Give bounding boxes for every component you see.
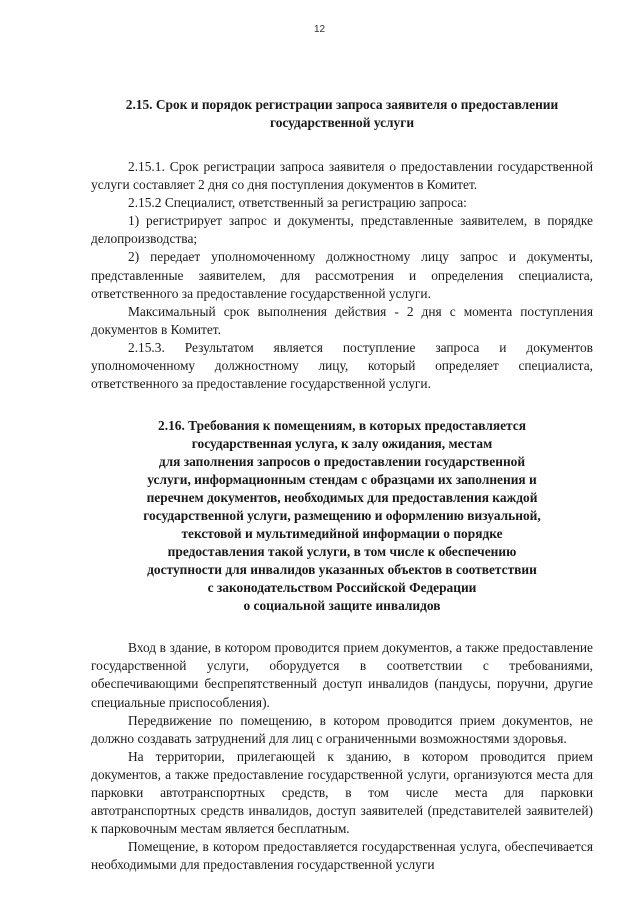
paragraph-max-term: Максимальный срок выполнения действия - 2 дня с момента поступления документов в Комитет. (91, 303, 593, 337)
heading-line: доступности для инвалидов указанных объектов в соответствии (147, 562, 537, 578)
heading-line: предоставления такой услуги, в том числе к обеспечению (167, 544, 517, 560)
paragraph-premises: Помещение, в котором предоставляется государственная услуга, обеспечивается необходимыми для предоставления государственной услуги (91, 839, 593, 873)
heading-line: государственная услуга, к залу ожидания, местам (191, 436, 493, 452)
section-heading-2-16 (91, 417, 593, 615)
paragraph-2-15-2: 2.15.2 Специалист, ответственный за регистрацию запроса: (128, 195, 467, 211)
heading-line: 2.15. Срок и порядок регистрации запроса заявителя о предоставлении (125, 97, 559, 112)
paragraph-movement: Передвижение по помещению, в котором проводится прием документов, не должно создавать затруднений для лиц с ограниченными возможностями здоровья. (91, 712, 593, 746)
heading-line: услуги, информационным стендам с образцами их заполнения и (147, 472, 537, 488)
heading-line: для заполнения запросов о предоставлении государственной (158, 454, 526, 470)
heading-line: о социальной защите инвалидов (243, 598, 441, 614)
heading-line: с законодательством Российской Федерации (207, 580, 477, 596)
paragraph-2-15-3: 2.15.3. Результатом является поступление запроса и документов уполномоченному должностному лицу, который определяет специалиста, ответственного за предоставление государственной услуги. (91, 339, 593, 392)
paragraph-2-15-1: 2.15.1. Срок регистрации запроса заявителя о предоставлении государственной услуги составляет 2 дня со дня поступления документов в Комитет. (91, 159, 593, 193)
paragraph-list-item-2: 2) передает уполномоченному должностному лицу запрос и документы, представленные заявителем, для рассмотрения и определения специалиста, ответственного за предоставление государственной услуги. (91, 249, 593, 301)
heading-line: государственной услуги (269, 115, 415, 130)
heading-line: государственной услуги, размещению и оформлению визуальной, (143, 508, 541, 524)
page-number: 12 (313, 24, 326, 35)
section-heading-2-15 (91, 96, 593, 132)
heading-line: текстовой и мультимедийной информации о порядке (181, 526, 503, 542)
paragraph-entrance: Вход в здание, в котором проводится прием документов, а также предоставление государственной услуги, оборудуется в соответствии с требованиями, обеспечивающими беспрепятственный доступ инвалидов (пандусы, поручни, другие специальные приспособления). (91, 640, 593, 710)
heading-line: 2.16. Требования к помещениям, в которых предоставляется (158, 418, 526, 434)
paragraph-parking: На территории, прилегающей к зданию, в котором проводится прием документов, а также предоставление государственной услуги, организуются места для парковки автотранспортных средств, в том числе места для парковки автотранспортных средств инвалидов, доступ заявителей (представителей заявителей) к парковочным местам является бесплатным. (91, 748, 593, 837)
paragraph-list-item-1: 1) регистрирует запрос и документы, представленные заявителем, в порядке делопроизводства; (91, 213, 593, 247)
heading-line: перечнем документов, необходимых для предоставления каждой (146, 490, 538, 506)
document-body (91, 96, 593, 874)
